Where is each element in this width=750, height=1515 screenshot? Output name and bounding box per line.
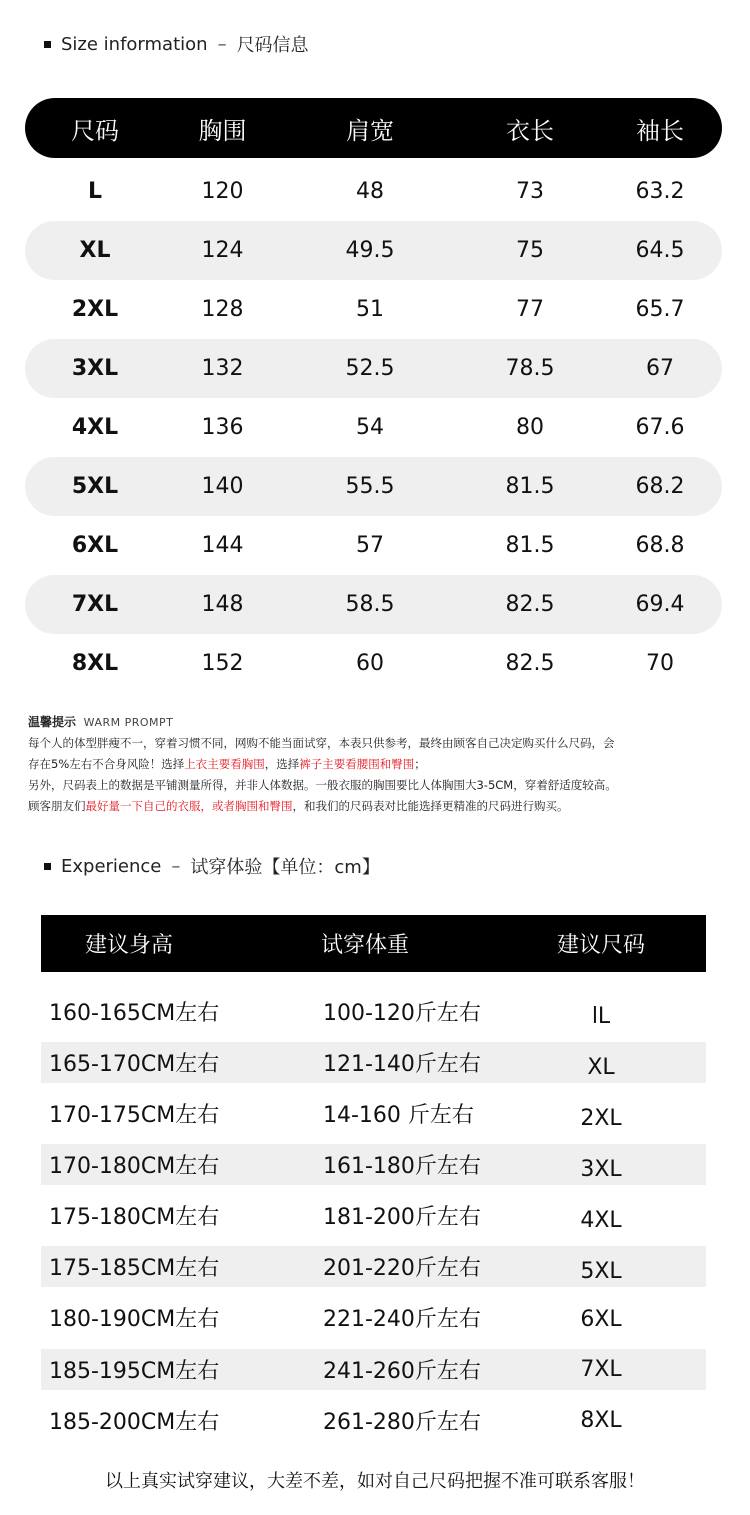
size-row-2xl [25,280,722,339]
height-cell: 160-165CM左右 [49,1001,220,1026]
height-cell: 170-175CM左右 [49,1103,220,1128]
header-weight: 试穿体重 [321,933,410,958]
prompt-text: ； [414,757,426,771]
table-row [41,1400,706,1441]
size-cell: XL [79,238,111,263]
sleeve-cell: 67 [646,356,674,381]
size-cell: 5XL [71,474,119,499]
length-cell: 80 [516,415,544,440]
length-cell: 73 [516,179,544,204]
sleeve-cell: 68.8 [635,533,685,558]
shoulder-cell: 54 [356,415,384,440]
size-row-3xl [25,339,722,398]
size-cell: 8XL [580,1408,622,1433]
table-row [41,991,706,1032]
experience-section-title [44,853,380,879]
size-row-8xl [25,634,722,693]
size-section-title [44,31,309,57]
exp-title-en: Experience [61,855,162,877]
chest-cell: 128 [201,297,244,322]
shoulder-cell: 57 [356,533,384,558]
table-row [41,1349,706,1390]
size-cell: 6XL [71,533,119,558]
table-row [41,1246,706,1287]
size-cell: 5XL [580,1259,622,1284]
size-cell: lL [591,1004,611,1029]
weight-cell: 221-240斤左右 [323,1307,481,1332]
size-cell: 4XL [71,415,119,440]
chest-cell: 152 [201,651,244,676]
length-cell: 82.5 [505,592,555,617]
length-cell: 75 [516,238,544,263]
size-row-5xl [25,457,722,516]
chest-cell: 140 [201,474,244,499]
size-cell: 7XL [580,1357,622,1382]
prompt-line-2 [28,754,728,775]
sleeve-cell: 65.7 [635,297,685,322]
height-cell: 175-180CM左右 [49,1205,220,1230]
length-cell: 81.5 [505,533,555,558]
title-separator: – [217,33,227,55]
weight-cell: 100-120斤左右 [323,1001,481,1026]
shoulder-cell: 49.5 [345,238,395,263]
header-sleeve: 袖长 [636,116,684,145]
chest-cell: 132 [201,356,244,381]
weight-cell: 261-280斤左右 [323,1410,481,1435]
height-cell: 185-200CM左右 [49,1410,220,1435]
size-cell: 3XL [71,356,119,381]
shoulder-cell: 52.5 [345,356,395,381]
length-cell: 77 [516,297,544,322]
size-cell: 2XL [580,1106,622,1131]
height-cell: 175-185CM左右 [49,1256,220,1281]
exp-title-cn: 试穿体验【单位：cm】 [190,857,380,878]
bullet-icon [44,41,51,48]
size-row-7xl [25,575,722,634]
sleeve-cell: 69.4 [635,592,685,617]
table-row [41,1195,706,1236]
size-row-l [25,162,722,221]
experience-table-header [41,915,706,972]
shoulder-cell: 55.5 [345,474,395,499]
shoulder-cell: 48 [356,179,384,204]
prompt-text: 顾客朋友们 [28,799,86,813]
table-row [41,1144,706,1185]
size-cell: 2XL [71,297,119,322]
prompt-line-3: 另外，尺码表上的数据是平铺测量所得，并非人体数据。一般衣服的胸围要比人体胸围大3-5CM，穿着舒适度较高。 [28,778,617,792]
header-size: 尺码 [71,116,119,145]
size-cell: 6XL [580,1307,622,1332]
size-table-header [25,98,722,158]
weight-cell: 241-260斤左右 [323,1359,481,1384]
size-row-xl [25,221,722,280]
height-cell: 185-195CM左右 [49,1359,220,1384]
prompt-title: 温馨提示 [28,715,77,729]
weight-cell: 161-180斤左右 [323,1154,481,1179]
title-separator: – [171,855,181,877]
footer-note: 以上真实试穿建议，大差不差，如对自己尺码把握不准可联系客服！ [105,1471,645,1492]
prompt-title-en: WARM PROMPT [83,716,174,729]
prompt-line-4 [28,796,728,817]
prompt-line-1: 每个人的体型胖瘦不一，穿着习惯不同，网购不能当面试穿，本表只供参考，最终由顾客自己决定购买什么尺码，会 [28,736,615,750]
size-row-6xl [25,516,722,575]
size-cell: XL [587,1055,615,1080]
length-cell: 78.5 [505,356,555,381]
sleeve-cell: 64.5 [635,238,685,263]
weight-cell: 181-200斤左右 [323,1205,481,1230]
weight-cell: 201-220斤左右 [323,1256,481,1281]
header-recommended-size: 建议尺码 [556,933,645,958]
shoulder-cell: 60 [356,651,384,676]
weight-cell: 121-140斤左右 [323,1052,481,1077]
prompt-highlight: 上衣主要看胸围 [184,757,265,771]
size-cell: 3XL [580,1157,622,1182]
size-cell: 7XL [71,592,119,617]
weight-cell: 14-160 斤左右 [323,1103,474,1128]
sleeve-cell: 63.2 [635,179,685,204]
chest-cell: 148 [201,592,244,617]
shoulder-cell: 58.5 [345,592,395,617]
height-cell: 180-190CM左右 [49,1307,220,1332]
height-cell: 170-180CM左右 [49,1154,220,1179]
chest-cell: 144 [201,533,244,558]
size-row-4xl [25,398,722,457]
table-row [41,1093,706,1134]
chest-cell: 124 [201,238,244,263]
height-cell: 165-170CM左右 [49,1052,220,1077]
size-cell: 8XL [71,651,119,676]
table-row [41,1297,706,1338]
size-cell: L [87,179,103,204]
header-chest: 胸围 [198,116,247,145]
length-cell: 82.5 [505,651,555,676]
prompt-highlight: 裤子主要看腰围和臀围 [299,757,415,771]
chest-cell: 120 [201,179,244,204]
size-title-cn: 尺码信息 [236,35,309,56]
size-title-en: Size information [61,33,208,55]
prompt-highlight: 最好量一下自己的衣服，或者胸围和臀围 [85,799,293,813]
bullet-icon [44,863,51,870]
shoulder-cell: 51 [356,297,384,322]
header-height: 建议身高 [85,933,174,958]
chest-cell: 136 [201,415,244,440]
warm-prompt [28,712,728,817]
sleeve-cell: 67.6 [635,415,685,440]
prompt-text: 存在5%左右不合身风险！选择 [28,757,185,771]
prompt-text: ，和我们的尺码表对比能选择更精准的尺码进行购买。 [292,799,569,813]
table-row [41,1042,706,1083]
header-length: 衣长 [506,116,554,145]
header-shoulder: 肩宽 [346,116,394,145]
prompt-text: ，选择 [264,757,300,771]
sleeve-cell: 70 [646,651,674,676]
length-cell: 81.5 [505,474,555,499]
sleeve-cell: 68.2 [635,474,685,499]
size-cell: 4XL [580,1208,622,1233]
